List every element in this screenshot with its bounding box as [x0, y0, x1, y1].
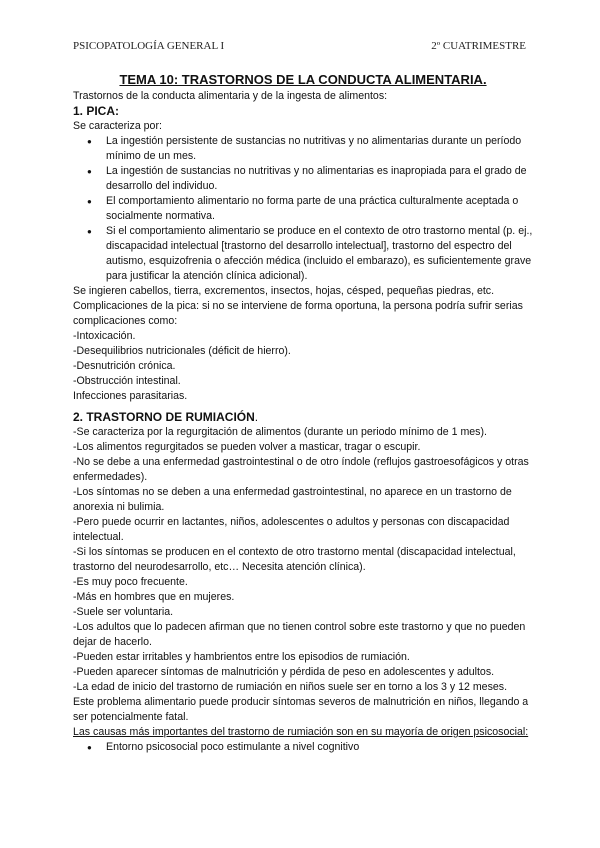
list-item: ● El comportamiento alimentario no forma parte de una práctica culturalmente aceptada o socialmente normativa. [106, 194, 533, 224]
pica-line: Se ingieren cabellos, tierra, excrementos, insectos, hojas, césped, pequeñas piedras, etc. [73, 285, 495, 297]
pica-line: -Desequilibrios nutricionales (déficit de hierro). [73, 345, 291, 357]
rumiacion-line: -Se caracteriza por la regurgitación de alimentos (durante un periodo mínimo de 1 mes). [73, 426, 487, 438]
rumiacion-line: -La edad de inicio del trastorno de rumiación en niños suele ser en torno a los 3 y 12 meses. [73, 681, 508, 693]
header-semester: 2º CUATRIMESTRE [431, 40, 526, 52]
section-heading-rumiacion-text: 2. TRASTORNO DE RUMIACIÓN [73, 410, 255, 424]
rumiacion-line: -Los adultos que lo padecen afirman que no tienen control sobre este trastorno y que no pueden dejar de hacerlo. [73, 621, 526, 648]
rumiacion-line: -Si los síntomas se producen en el contexto de otro trastorno mental (discapacidad intelectual, trastorno del neurodesarrollo, etc… Necesita atención clínica). [73, 546, 516, 573]
rumiacion-line: -Los alimentos regurgitados se pueden volver a masticar, tragar o escupir. [73, 441, 421, 453]
pica-line: -Desnutrición crónica. [73, 360, 176, 372]
pica-lead: Se caracteriza por: [73, 120, 162, 132]
header-subject: PSICOPATOLOGÍA GENERAL I [73, 40, 225, 52]
pica-line: Infecciones parasitarias. [73, 390, 188, 402]
list-item: ● La ingestión de sustancias no nutritivas y no alimentarias es inapropiada para el grado de desarrollo del individuo. [106, 164, 533, 194]
rumiacion-line: -Más en hombres que en mujeres. [73, 591, 235, 603]
intro-text: Trastornos de la conducta alimentaria y de la ingesta de alimentos: [73, 90, 388, 102]
list-item: ● La ingestión persistente de sustancias no nutritivas y no alimentarias durante un período mínimo de un mes. [106, 134, 533, 164]
list-item: ● Entorno psicosocial poco estimulante a nivel cognitivo [106, 740, 533, 755]
document-title: TEMA 10: TRASTORNOS DE LA CONDUCTA ALIMENTARIA. [119, 72, 487, 87]
page-header [73, 40, 526, 52]
pica-criteria-list [73, 134, 533, 284]
document-body [73, 72, 533, 755]
section-heading-rumiacion: 2. TRASTORNO DE RUMIACIÓN. [73, 410, 259, 424]
rumiacion-line: -Pueden aparecer síntomas de malnutrición y pérdida de peso en adolescentes y adultos. [73, 666, 495, 678]
rumiacion-line: -Suele ser voluntaria. [73, 606, 174, 618]
pica-line: Complicaciones de la pica: si no se interviene de forma oportuna, la persona podría sufrir serias complicaciones como: [73, 300, 523, 327]
pica-line: -Intoxicación. [73, 330, 136, 342]
rumiacion-line: -Es muy poco frecuente. [73, 576, 188, 588]
causes-heading: Las causas más importantes del trastorno de rumiación son en su mayoría de origen psicosocial: [73, 726, 529, 738]
section-heading-pica: 1. PICA: [73, 104, 120, 118]
causes-list [73, 740, 533, 755]
rumiacion-line: -Pero puede ocurrir en lactantes, niños, adolescentes o adultos y personas con discapacidad intelectual. [73, 516, 510, 543]
pica-line: -Obstrucción intestinal. [73, 375, 181, 387]
rumiacion-line: -No se debe a una enfermedad gastrointestinal o de otro índole (reflujos gastroesofágicos y otras enfermedades). [73, 456, 529, 483]
rumiacion-line: -Los síntomas no se deben a una enfermedad gastrointestinal, no aparece en un trastorno de anorexia ni bulimia. [73, 486, 512, 513]
rumiacion-line: -Pueden estar irritables y hambrientos entre los episodios de rumiación. [73, 651, 410, 663]
rumiacion-line: Este problema alimentario puede producir síntomas severos de malnutrición en niños, llegando a ser potencialmente fatal. [73, 696, 529, 723]
list-item: ● Si el comportamiento alimentario se produce en el contexto de otro trastorno mental (p. ej., discapacidad intelectual [trastorno del desarrollo intelectual], trastorno del espectro del autismo, esquizofrenia o afección médica (incluido el embarazo), es suficientemente grave para justificar la atención clínica adicional). [106, 224, 533, 284]
